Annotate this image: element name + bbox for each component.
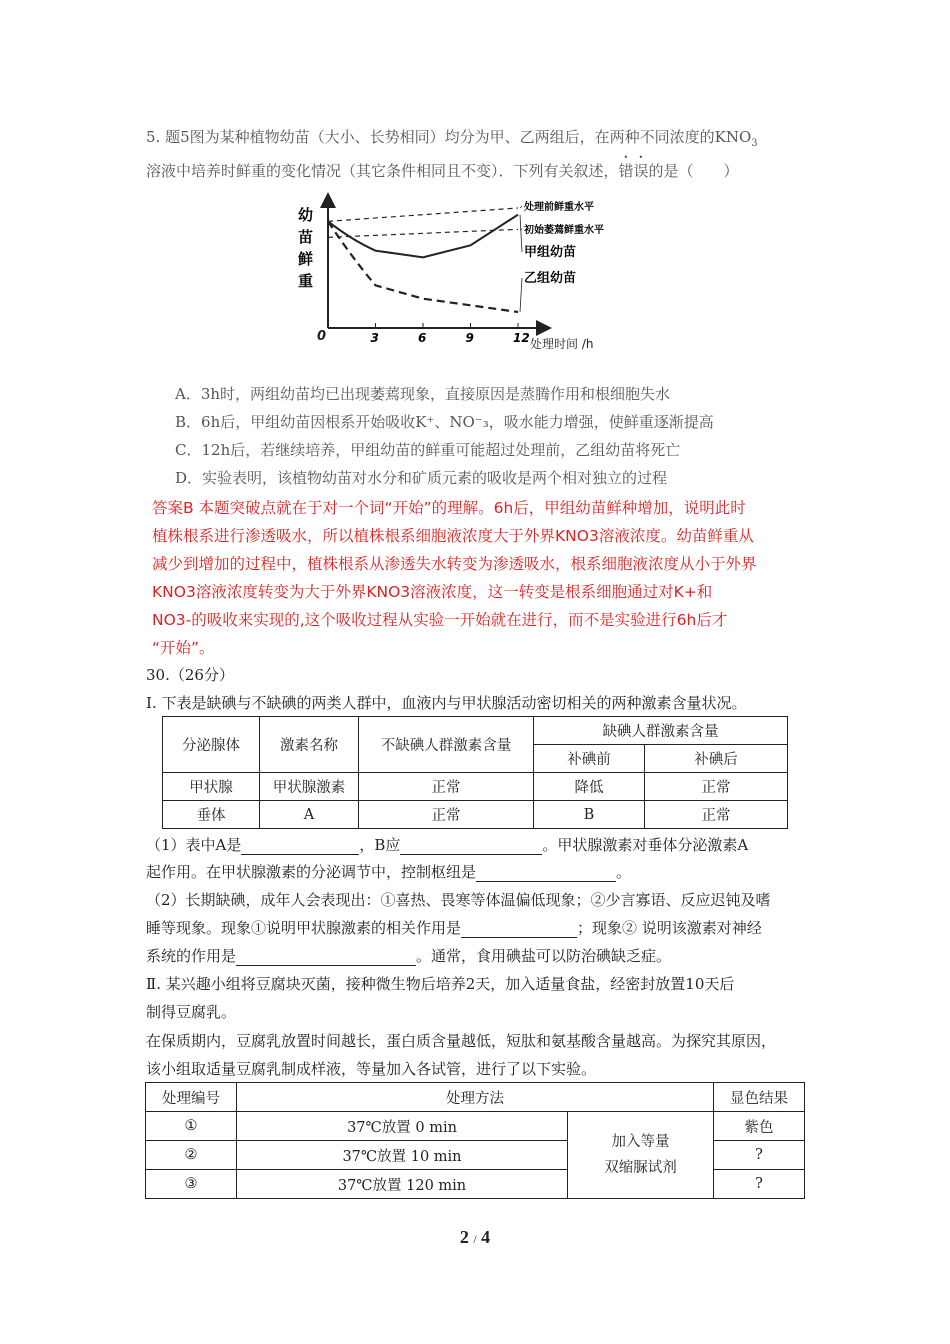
q30-sub2-line2: 睡等现象。现象①说明甲状腺激素的相关作用是 ；现象② 说明该激素对神经 [146, 919, 762, 937]
table2-header-id: 处理编号 [146, 1083, 237, 1112]
table-cell: 正常 [645, 801, 788, 829]
q5-line2: 溶液中培养时鲜重的变化情况（其它条件相同且不变）．下列有关叙述，错误的是（ ） [146, 162, 739, 180]
answer-line-3: 减少到增加的过程中，植株根系从渗透失水转变为渗透吸水，根系细胞液浓度从小于外界 [152, 555, 757, 573]
table-cell: A [260, 801, 359, 829]
table-cell: 37℃放置 120 min [237, 1170, 568, 1199]
legend-label: 乙组幼苗 [524, 271, 577, 286]
table-cell: 正常 [359, 773, 534, 801]
series-line [328, 208, 518, 221]
table-row [163, 773, 788, 801]
q30-sub2-line3: 系统的作用是 。通常，食用碘盐可以防治碘缺乏症。 [146, 947, 672, 965]
legend-label: 处理前鲜重水平 [524, 202, 594, 213]
answer-blank[interactable] [241, 840, 359, 855]
table-cell: 甲状腺激素 [260, 773, 359, 801]
answer-line-1: 答案B 本题突破点就在于对一个词“开始”的理解。6h后，甲组幼苗鲜种增加，说明此时 [152, 499, 746, 517]
q5-line1: 5. 题5图为某种植物幼苗（大小、长势相同）均分为甲、乙两组后，在两种不同浓度的$KNO_3$ [146, 128, 758, 149]
answer-line-4: KNO3溶液浓度转变为大于外界KNO3溶液浓度，这一转变是根系细胞通过对K+和 [152, 583, 713, 601]
table2-merged-cell: 加入等量 双缩脲试剂 [568, 1112, 714, 1199]
table-cell: 正常 [359, 801, 534, 829]
table1-subheader-before: 补碘前 [534, 745, 645, 773]
answer-blank[interactable] [400, 840, 542, 855]
table-cell: 紫色 [714, 1112, 805, 1141]
table-cell: 37℃放置 10 min [237, 1141, 568, 1170]
answer-blank[interactable] [461, 923, 577, 938]
answer-line-5: NO3-的吸收来实现的,这个吸收过程从实验一开始就在进行，而不是实验进行6h后才 [152, 611, 728, 629]
y-axis-label-char: 幼 [298, 206, 314, 224]
table-cell: 37℃放置 0 min [237, 1112, 568, 1141]
legend-leader [520, 278, 522, 312]
table1-header-normal: 不缺碘人群激素含量 [359, 717, 534, 773]
answer-blank[interactable] [236, 951, 416, 966]
q30-sub1-line1: （1）表中A是 ，B应 。甲状腺激素对垂体分泌激素A [146, 836, 749, 854]
tofu-experiment-table [145, 1082, 805, 1199]
option-b: B．6h后，甲组幼苗因根系开始吸收K⁺、NO⁻₃，吸水能力增强，使鲜重逐渐提高 [175, 413, 714, 431]
option-c: C．12h后，若继续培养，甲组幼苗的鲜重可能超过处理前，乙组幼苗将死亡 [175, 441, 681, 459]
q5-line1-subscript: 3 [751, 138, 758, 149]
q30-header: 30.（26分） [146, 666, 234, 684]
answer-line-2: 植株根系进行渗透吸水，所以植株根系细胞液浓度大于外界KNO3溶液浓度。幼苗鲜重从 [152, 527, 754, 545]
y-axis-label-char: 重 [298, 272, 314, 290]
page-number: 2 / 4 [459, 1227, 491, 1247]
legend-label: 甲组幼苗 [524, 245, 577, 260]
q30-part2-line1: Ⅱ. 某兴趣小组将豆腐块灭菌，接种微生物后培养2天，加入适量食盐，经密封放置10天后 [146, 975, 735, 993]
answer-line-6: “开始”。 [152, 639, 215, 657]
table-cell: ② [146, 1141, 237, 1170]
table1-header-gland: 分泌腺体 [163, 717, 260, 773]
emphasized-word: 错误 [618, 162, 649, 180]
table-cell: ③ [146, 1170, 237, 1199]
series-line [328, 221, 518, 312]
x-tick-label: 9 [465, 331, 474, 345]
q30-sub1-line2: 起作用。在甲状腺激素的分泌调节中，控制枢纽是 。 [146, 863, 632, 881]
table-cell: ? [714, 1141, 805, 1170]
q30-part1-intro: Ⅰ. 下表是缺碘与不缺碘的两类人群中，血液内与甲状腺活动密切相关的两种激素含量状况。 [146, 694, 747, 712]
q30-part2-line3: 在保质期内，豆腐乳放置时间越长，蛋白质含量越低，短肽和氨基酸含量越高。为探究其原因， [146, 1032, 777, 1050]
legend-leader [520, 206, 522, 208]
x-tick-label: 6 [418, 331, 427, 345]
q30-part2-line4: 该小组取适量豆腐乳制成样液，等量加入各试管，进行了以下实验。 [146, 1060, 597, 1078]
table1-header-hormone: 激素名称 [260, 717, 359, 773]
q30-part2-line2: 制得豆腐乳。 [146, 1003, 237, 1021]
table1-header-deficient: 缺碘人群激素含量 [534, 717, 788, 745]
table-cell: 垂体 [163, 801, 260, 829]
table-cell: 正常 [645, 773, 788, 801]
fresh-weight-chart [290, 188, 620, 358]
y-axis-label-char: 苗 [298, 228, 314, 246]
table1-subheader-after: 补碘后 [645, 745, 788, 773]
answer-blank[interactable] [476, 867, 616, 882]
hormone-table [162, 716, 788, 829]
legend-leader [520, 215, 522, 252]
y-axis-label [298, 206, 313, 290]
option-d: D．实验表明，该植物幼苗对水分和矿质元素的吸收是两个相对独立的过程 [175, 469, 668, 487]
table-cell: ? [714, 1170, 805, 1199]
table2-header-result: 显色结果 [714, 1083, 805, 1112]
origin-label: 0 [317, 329, 327, 344]
table-row [163, 801, 788, 829]
option-a: A．3h时，两组幼苗均已出现萎蔫现象，直接原因是蒸腾作用和根细胞失水 [175, 385, 671, 403]
table-cell: B [534, 801, 645, 829]
table2-header-method: 处理方法 [237, 1083, 714, 1112]
y-axis-label-char: 鲜 [298, 250, 314, 268]
table-cell: 甲状腺 [163, 773, 260, 801]
table-row [146, 1112, 805, 1141]
legend-label: 初始萎蔫鲜重水平 [524, 225, 604, 236]
x-tick-label: 12 [513, 331, 530, 345]
table-cell: 降低 [534, 773, 645, 801]
table-cell: ① [146, 1112, 237, 1141]
q30-sub2-line1: （2）长期缺碘，成年人会表现出：①喜热、畏寒等体温偏低现象；②少言寡语、反应迟钝及嗜 [146, 891, 771, 909]
x-tick-label: 3 [370, 331, 379, 345]
x-axis-label: 处理时间 /h [530, 337, 594, 351]
